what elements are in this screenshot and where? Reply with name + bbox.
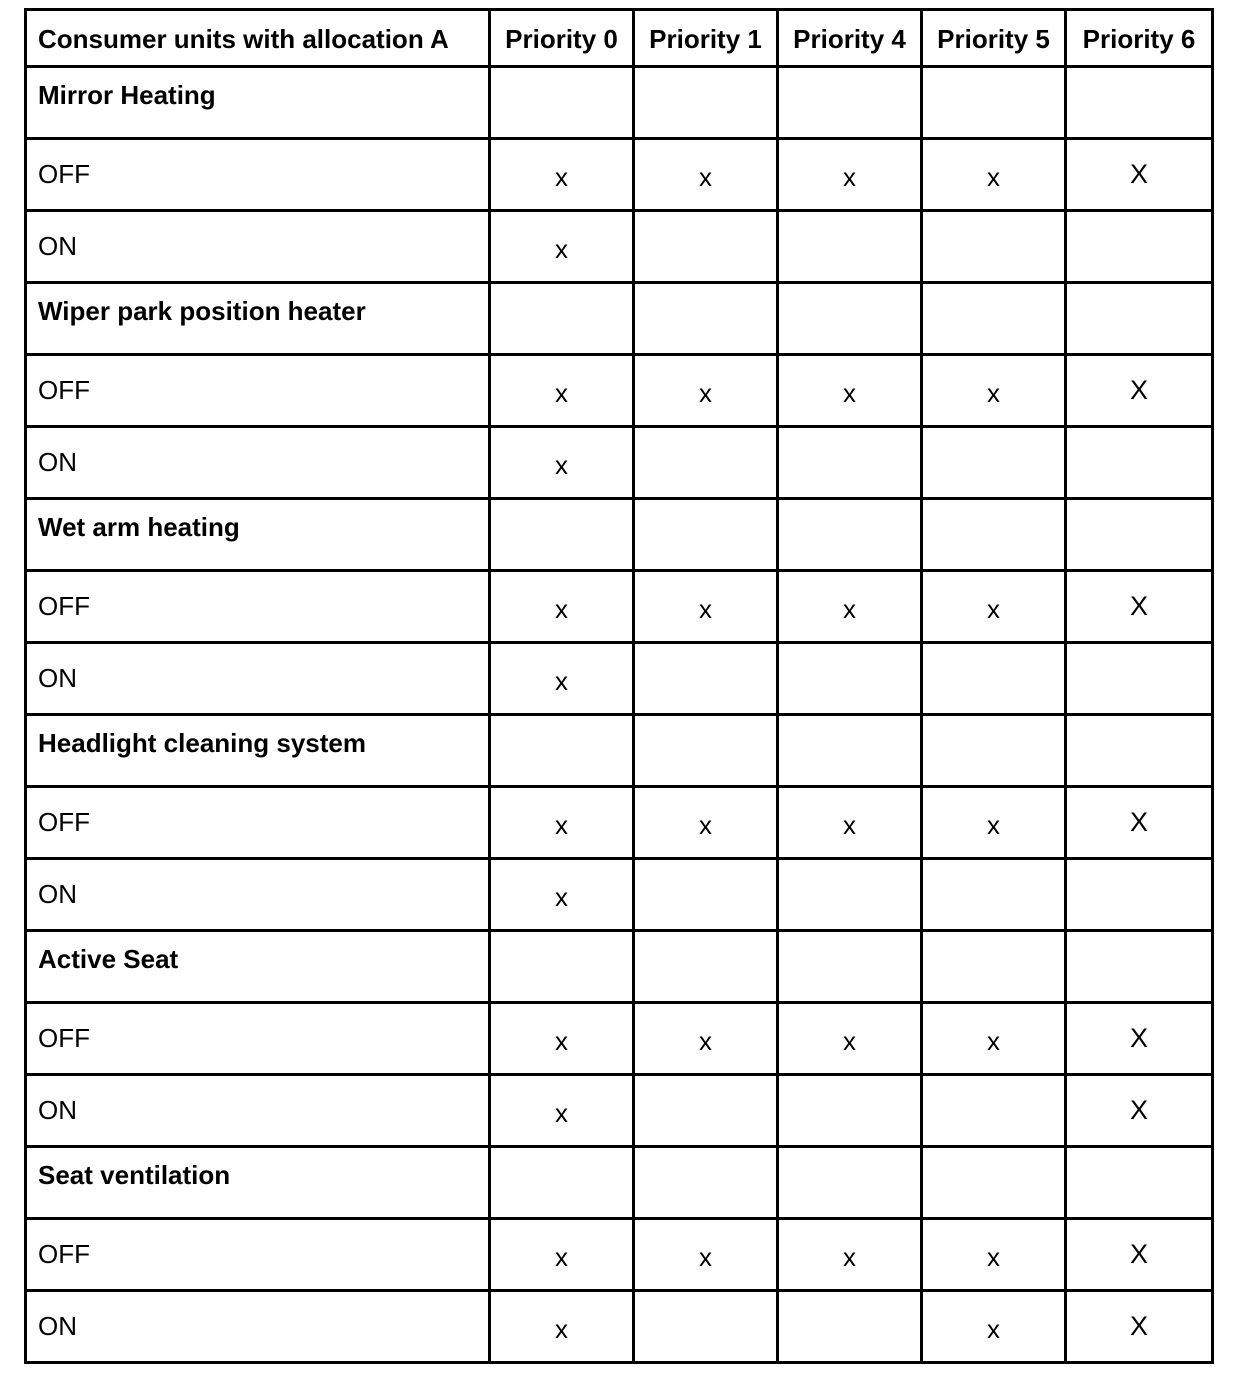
priority-mark-cell: x	[634, 1219, 778, 1291]
header-priority-0: Priority 0	[490, 10, 634, 67]
priority-mark-cell: X	[1066, 1003, 1213, 1075]
group-row	[26, 499, 1213, 571]
state-row	[26, 643, 1213, 715]
priority-mark-cell: X	[1066, 1291, 1213, 1363]
state-label: ON	[26, 427, 490, 499]
state-label: ON	[26, 1075, 490, 1147]
header-priority-6: Priority 6	[1066, 10, 1213, 67]
priority-mark-cell	[634, 643, 778, 715]
priority-mark-cell: X	[1066, 139, 1213, 211]
group-label: Seat ventilation	[26, 1147, 490, 1219]
empty-cell	[1066, 715, 1213, 787]
priority-mark-cell	[922, 643, 1066, 715]
empty-cell	[922, 283, 1066, 355]
priority-mark-cell: x	[922, 571, 1066, 643]
allocation-table	[24, 8, 1214, 1364]
state-row	[26, 139, 1213, 211]
empty-cell	[778, 715, 922, 787]
group-label: Headlight cleaning system	[26, 715, 490, 787]
state-row	[26, 1219, 1213, 1291]
priority-mark-cell	[634, 1075, 778, 1147]
empty-cell	[1066, 931, 1213, 1003]
group-row	[26, 715, 1213, 787]
empty-cell	[634, 931, 778, 1003]
state-row	[26, 859, 1213, 931]
priority-mark-cell: x	[490, 859, 634, 931]
priority-mark-cell: x	[490, 1219, 634, 1291]
priority-mark-cell	[778, 1291, 922, 1363]
group-row	[26, 67, 1213, 139]
priority-mark-cell: x	[490, 1291, 634, 1363]
state-label: OFF	[26, 1003, 490, 1075]
group-row	[26, 1147, 1213, 1219]
priority-mark-cell: x	[922, 1003, 1066, 1075]
state-label: ON	[26, 643, 490, 715]
group-label: Active Seat	[26, 931, 490, 1003]
table-body	[26, 67, 1213, 1363]
state-row	[26, 1291, 1213, 1363]
empty-cell	[778, 931, 922, 1003]
empty-cell	[922, 499, 1066, 571]
empty-cell	[922, 715, 1066, 787]
state-label: OFF	[26, 787, 490, 859]
empty-cell	[490, 67, 634, 139]
empty-cell	[778, 499, 922, 571]
priority-mark-cell: x	[634, 571, 778, 643]
header-priority-5: Priority 5	[922, 10, 1066, 67]
empty-cell	[634, 67, 778, 139]
state-label: OFF	[26, 571, 490, 643]
header-consumer-units: Consumer units with allocation A	[26, 10, 490, 67]
state-row	[26, 355, 1213, 427]
state-label: ON	[26, 211, 490, 283]
priority-mark-cell: x	[490, 139, 634, 211]
priority-mark-cell	[922, 211, 1066, 283]
empty-cell	[490, 283, 634, 355]
empty-cell	[490, 1147, 634, 1219]
empty-cell	[634, 715, 778, 787]
empty-cell	[490, 499, 634, 571]
priority-mark-cell	[634, 1291, 778, 1363]
empty-cell	[922, 67, 1066, 139]
state-row	[26, 787, 1213, 859]
priority-mark-cell: x	[778, 355, 922, 427]
priority-mark-cell: x	[778, 139, 922, 211]
empty-cell	[922, 1147, 1066, 1219]
priority-mark-cell	[634, 859, 778, 931]
empty-cell	[634, 499, 778, 571]
priority-mark-cell: x	[778, 787, 922, 859]
empty-cell	[634, 1147, 778, 1219]
state-row	[26, 1075, 1213, 1147]
priority-mark-cell: x	[490, 787, 634, 859]
priority-mark-cell: x	[490, 211, 634, 283]
header-priority-1: Priority 1	[634, 10, 778, 67]
priority-mark-cell: x	[634, 1003, 778, 1075]
empty-cell	[490, 931, 634, 1003]
empty-cell	[922, 931, 1066, 1003]
priority-mark-cell: x	[778, 571, 922, 643]
priority-mark-cell: x	[922, 355, 1066, 427]
empty-cell	[1066, 283, 1213, 355]
empty-cell	[1066, 67, 1213, 139]
group-label: Mirror Heating	[26, 67, 490, 139]
priority-mark-cell: x	[490, 1003, 634, 1075]
priority-mark-cell: X	[1066, 1219, 1213, 1291]
priority-mark-cell	[634, 427, 778, 499]
empty-cell	[490, 715, 634, 787]
priority-mark-cell	[778, 1075, 922, 1147]
priority-mark-cell: x	[490, 427, 634, 499]
priority-mark-cell	[778, 211, 922, 283]
priority-mark-cell	[778, 427, 922, 499]
priority-mark-cell	[1066, 643, 1213, 715]
state-label: ON	[26, 859, 490, 931]
priority-mark-cell	[778, 859, 922, 931]
priority-mark-cell	[778, 643, 922, 715]
priority-mark-cell: x	[634, 355, 778, 427]
empty-cell	[1066, 499, 1213, 571]
state-row	[26, 1003, 1213, 1075]
priority-mark-cell: x	[778, 1219, 922, 1291]
priority-mark-cell: x	[490, 643, 634, 715]
priority-mark-cell: x	[634, 787, 778, 859]
priority-mark-cell: x	[490, 355, 634, 427]
priority-mark-cell: X	[1066, 571, 1213, 643]
state-label: OFF	[26, 139, 490, 211]
state-row	[26, 427, 1213, 499]
priority-mark-cell	[634, 211, 778, 283]
group-label: Wet arm heating	[26, 499, 490, 571]
priority-mark-cell: x	[490, 1075, 634, 1147]
priority-mark-cell	[922, 859, 1066, 931]
priority-mark-cell: X	[1066, 355, 1213, 427]
priority-mark-cell: x	[922, 1291, 1066, 1363]
priority-mark-cell	[922, 1075, 1066, 1147]
state-label: OFF	[26, 355, 490, 427]
priority-mark-cell: X	[1066, 787, 1213, 859]
priority-mark-cell: x	[922, 787, 1066, 859]
priority-mark-cell	[1066, 211, 1213, 283]
group-row	[26, 931, 1213, 1003]
state-label: OFF	[26, 1219, 490, 1291]
header-row	[26, 10, 1213, 67]
priority-mark-cell: X	[1066, 1075, 1213, 1147]
header-priority-4: Priority 4	[778, 10, 922, 67]
state-row	[26, 211, 1213, 283]
empty-cell	[778, 67, 922, 139]
priority-mark-cell	[922, 427, 1066, 499]
priority-mark-cell	[1066, 427, 1213, 499]
priority-mark-cell: x	[922, 139, 1066, 211]
empty-cell	[1066, 1147, 1213, 1219]
state-label: ON	[26, 1291, 490, 1363]
group-label: Wiper park position heater	[26, 283, 490, 355]
group-row	[26, 283, 1213, 355]
priority-mark-cell: x	[490, 571, 634, 643]
empty-cell	[634, 283, 778, 355]
priority-mark-cell: x	[922, 1219, 1066, 1291]
state-row	[26, 571, 1213, 643]
priority-mark-cell	[1066, 859, 1213, 931]
empty-cell	[778, 1147, 922, 1219]
priority-mark-cell: x	[778, 1003, 922, 1075]
priority-mark-cell: x	[634, 139, 778, 211]
empty-cell	[778, 283, 922, 355]
